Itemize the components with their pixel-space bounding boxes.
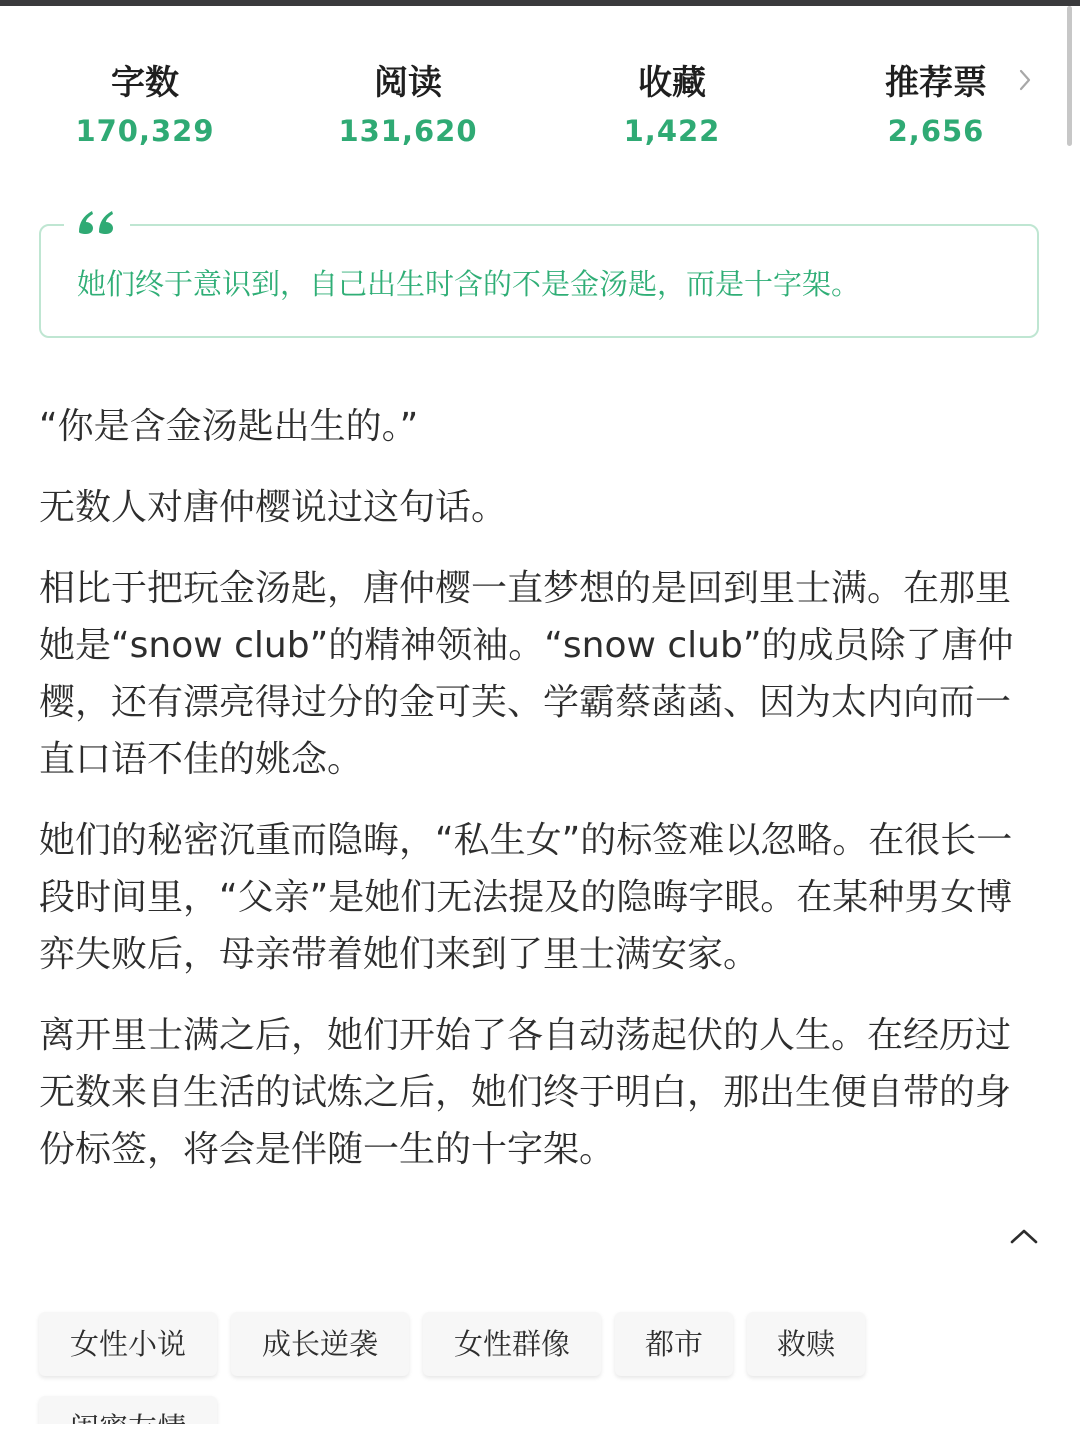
synopsis-paragraph: “你是含金汤匙出生的。”: [39, 406, 419, 447]
chevron-up-icon: [1009, 1227, 1039, 1249]
synopsis-paragraph: 相比于把玩金汤匙，唐仲樱一直梦想的是回到里士满。在那里她是“snow club”的精神领袖。“snow club”的成员除了唐仲樱，还有漂亮得过分的金可芙、学霸蔡菡菡、因为太内向而一直口语不佳的姚念。: [39, 568, 1014, 780]
stats-row: [0, 58, 1080, 158]
stat-value: 170,329: [75, 114, 215, 148]
tag-chip[interactable]: 救赎: [747, 1312, 865, 1376]
stat-label: 推荐票: [885, 63, 987, 103]
stat-reads: [308, 58, 508, 154]
tag-chip[interactable]: 女性小说: [39, 1312, 217, 1376]
synopsis: [39, 398, 1029, 1202]
synopsis-paragraph: 她们的秘密沉重而隐晦，“私生女”的标签难以忽略。在很长一段时间里，“父亲”是她们无法提及的隐晦字眼。在某种男女博弈失败后，母亲带着她们来到了里士满安家。: [39, 820, 1013, 975]
chevron-right-icon: [1018, 66, 1032, 101]
top-bar-edge: [0, 0, 1080, 6]
stat-word-count: [45, 58, 245, 154]
synopsis-paragraph: 离开里士满之后，她们开始了各自动荡起伏的人生。在经历过无数来自生活的试炼之后，她们终于明白，那出生便自带的身份标签，将会是伴随一生的十字架。: [39, 1015, 1012, 1170]
quote-icon: [64, 196, 130, 256]
stat-value: 2,656: [887, 114, 985, 148]
stat-recommend-votes[interactable]: [836, 58, 1036, 154]
tag-chip[interactable]: 女性群像: [423, 1312, 601, 1376]
stat-value: 1,422: [623, 114, 721, 148]
bottom-cutoff: [0, 1424, 1080, 1440]
stat-value: 131,620: [338, 114, 478, 148]
tag-chip[interactable]: 都市: [615, 1312, 733, 1376]
stat-favorites: [572, 58, 772, 154]
tag-chip[interactable]: 成长逆袭: [231, 1312, 409, 1376]
stat-label: 阅读: [374, 63, 442, 103]
tagline-text: 她们终于意识到，自己出生时含的不是金汤匙，而是十字架。: [77, 267, 861, 301]
stat-label: 收藏: [638, 63, 706, 103]
collapse-synopsis-button[interactable]: [1002, 1216, 1046, 1260]
stat-label: 字数: [111, 63, 179, 103]
synopsis-paragraph: 无数人对唐仲樱说过这句话。: [39, 487, 508, 528]
